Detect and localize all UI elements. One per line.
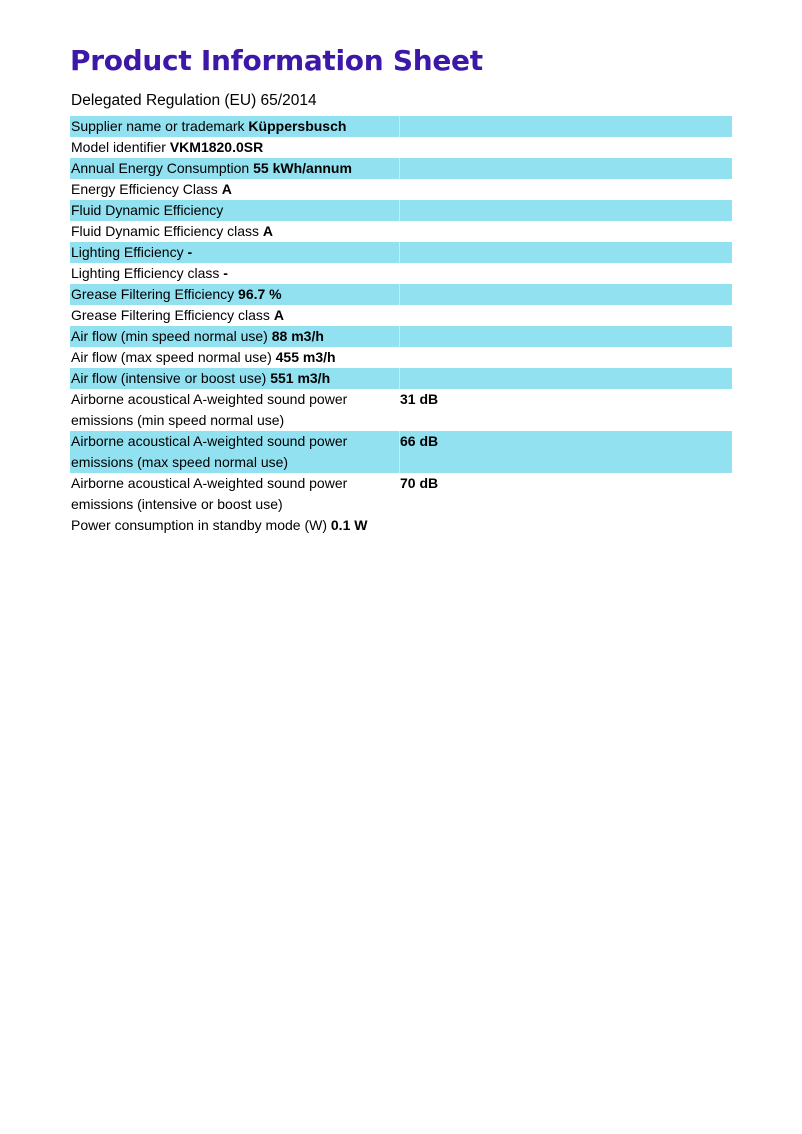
row-label: Lighting Efficiency <box>71 244 184 260</box>
row-annual-energy <box>70 158 732 179</box>
product-info-table <box>70 116 732 536</box>
row-value: 70 dB <box>400 475 439 491</box>
row-label: Energy Efficiency Class <box>71 181 218 197</box>
row-label: Airborne acoustical A-weighted sound power <box>71 433 348 449</box>
row-value: - <box>223 265 228 281</box>
row-value: 55 kWh/annum <box>253 160 352 176</box>
row-label: Annual Energy Consumption <box>71 160 250 176</box>
row-value: A <box>221 181 232 197</box>
row-label: Grease Filtering Efficiency class <box>71 307 270 323</box>
row-grease-class <box>70 305 732 326</box>
row-label: Grease Filtering Efficiency <box>71 286 235 302</box>
row-fluid-dynamic-class <box>70 221 732 242</box>
row-label: Supplier name or trademark <box>71 118 245 134</box>
row-label: Air flow (intensive or boost use) <box>71 370 267 386</box>
row-standby-power <box>70 515 732 536</box>
row-lighting-class <box>70 263 732 284</box>
row-value: 88 m3/h <box>271 328 324 344</box>
page-title: Product Information Sheet <box>70 44 483 77</box>
row-label: Model identifier <box>71 139 166 155</box>
row-value: 455 m3/h <box>275 349 336 365</box>
row-supplier <box>70 116 732 137</box>
row-noise-boost <box>70 473 732 515</box>
regulation-subtitle: Delegated Regulation (EU) 65/2014 <box>71 92 317 109</box>
row-value: Küppersbusch <box>248 118 347 134</box>
row-label: Airborne acoustical A-weighted sound power <box>71 475 348 491</box>
row-value: VKM1820.0SR <box>169 139 264 155</box>
row-noise-min <box>70 389 732 431</box>
row-energy-class <box>70 179 732 200</box>
row-lighting-efficiency <box>70 242 732 263</box>
row-value: 31 dB <box>400 391 439 407</box>
row-value: 66 dB <box>400 433 439 449</box>
row-label: Lighting Efficiency class <box>71 265 220 281</box>
row-value: A <box>262 223 274 239</box>
row-value: 96.7 % <box>238 286 282 302</box>
row-label-line2: emissions (min speed normal use) <box>71 412 285 428</box>
row-label: Fluid Dynamic Efficiency <box>71 202 224 218</box>
row-airflow-max <box>70 347 732 368</box>
row-label: Air flow (min speed normal use) <box>71 328 268 344</box>
row-noise-max <box>70 431 732 473</box>
row-label: Airborne acoustical A-weighted sound power <box>71 391 348 407</box>
row-value: A <box>273 307 284 323</box>
row-label: Air flow (max speed normal use) <box>71 349 272 365</box>
row-model-identifier <box>70 137 732 158</box>
row-label: Power consumption in standby mode (W) <box>71 517 327 533</box>
row-label-line2: emissions (intensive or boost use) <box>71 496 283 512</box>
row-value: 551 m3/h <box>270 370 331 386</box>
row-value: 0.1 W <box>330 517 368 533</box>
row-grease-efficiency <box>70 284 732 305</box>
row-value: - <box>187 244 193 260</box>
row-label-line2: emissions (max speed normal use) <box>71 454 289 470</box>
row-fluid-dynamic-efficiency <box>70 200 732 221</box>
row-airflow-min <box>70 326 732 347</box>
row-label: Fluid Dynamic Efficiency class <box>71 223 260 239</box>
row-airflow-boost <box>70 368 732 389</box>
